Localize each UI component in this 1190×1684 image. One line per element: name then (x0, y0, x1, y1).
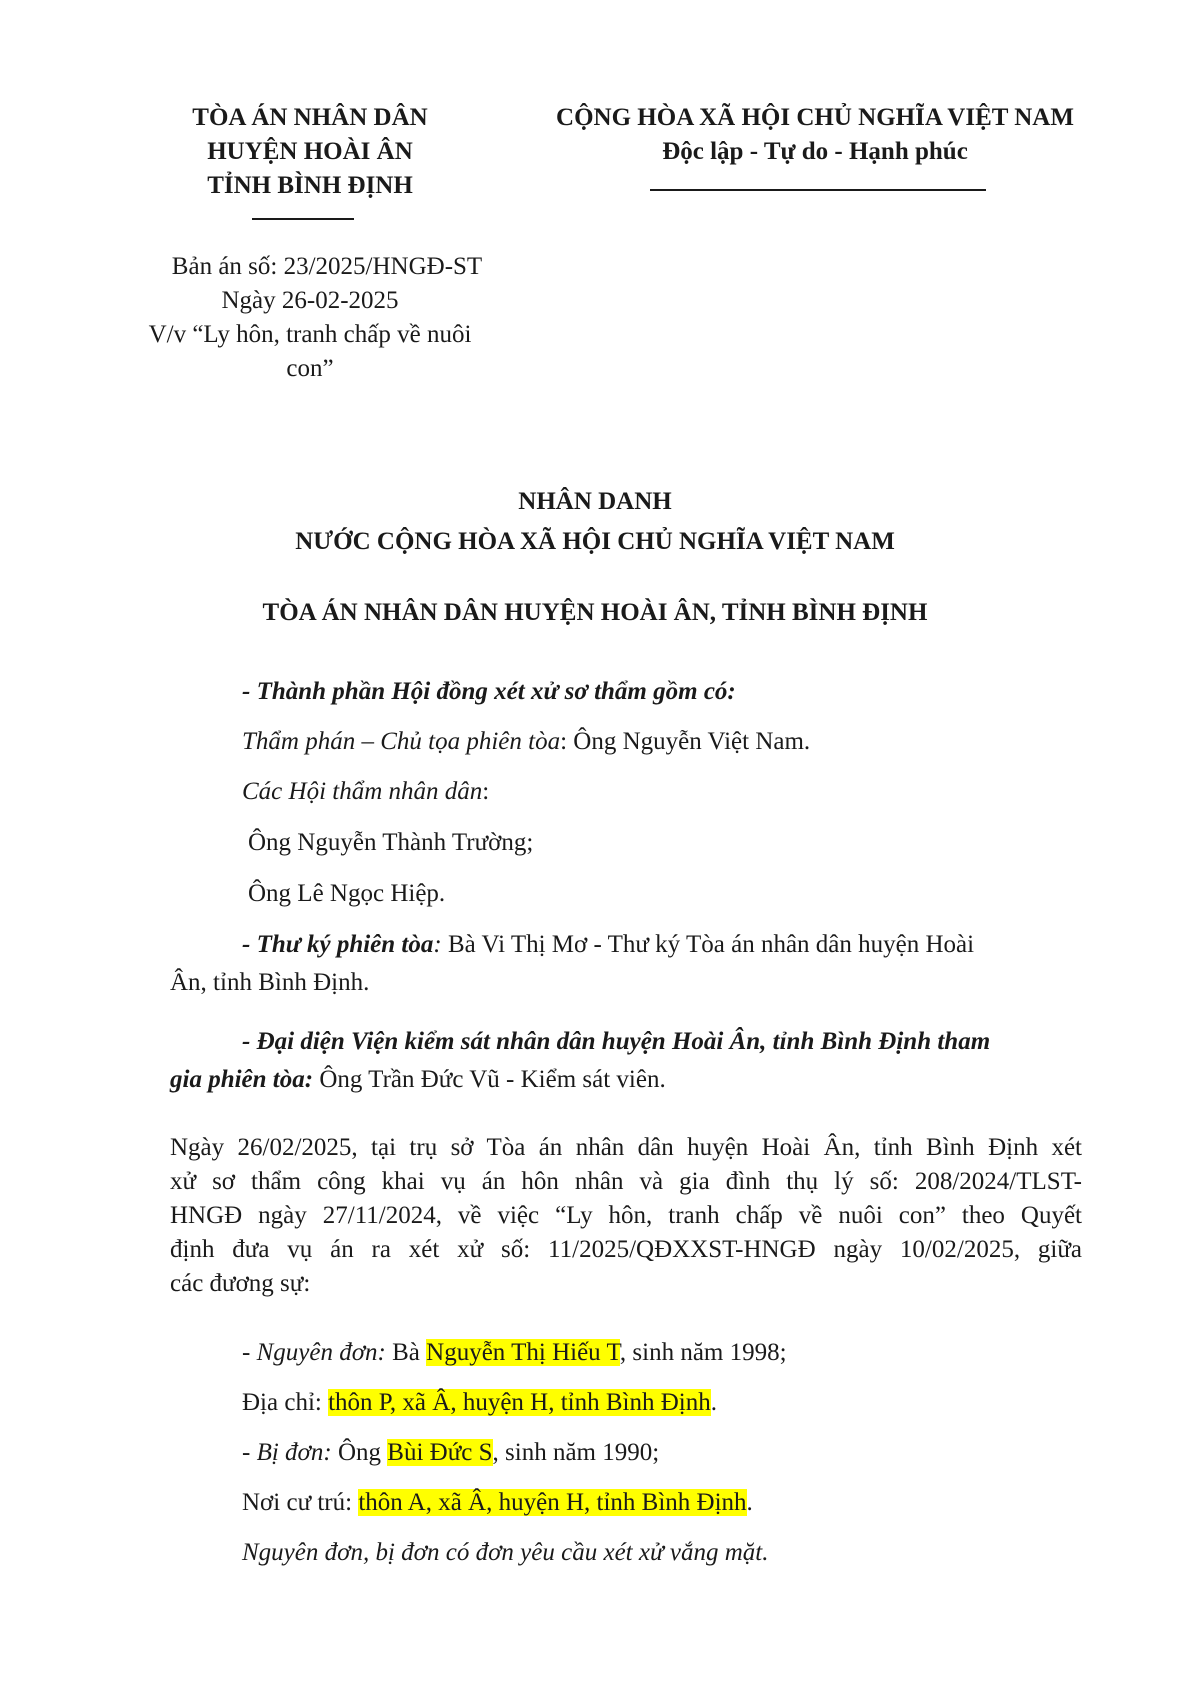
assessors-label: Các Hội thẩm nhân dân (242, 778, 483, 805)
prosecutor-name: Ông Trần Đức Vũ - Kiểm sát viên. (313, 1066, 666, 1093)
plaintiff-label: - Nguyên đơn: (242, 1339, 386, 1366)
nation-header-underline (650, 189, 986, 191)
plaintiff-address-end: . (710, 1389, 717, 1416)
court-header-line1: TÒA ÁN NHÂN DÂN (192, 104, 428, 131)
assessor-1: Ông Nguyễn Thành Trường; (248, 829, 534, 856)
assessor-2: Ông Lê Ngọc Hiệp. (248, 880, 446, 907)
defendant-address-line (242, 1486, 753, 1520)
defendant-line (242, 1436, 659, 1470)
court-header-line2: HUYỆN HOÀI ÂN (207, 138, 413, 165)
in-the-name-of (0, 482, 1190, 562)
nation-header (530, 101, 1100, 169)
defendant-label: - Bị đơn: (242, 1439, 332, 1466)
defendant-name: Bùi Đức S (387, 1439, 493, 1466)
plaintiff-name: Nguyễn Thị Hiếu T (426, 1339, 620, 1366)
defendant-title: Ông (331, 1439, 388, 1466)
case-subject-line2: con” (286, 355, 334, 382)
judge-line (242, 725, 810, 759)
plaintiff-address-label: Địa chỉ: (242, 1389, 329, 1416)
court-header (150, 101, 470, 203)
intro-line1: Ngày 26/02/2025, tại trụ sở Tòa án nhân dân huyện Hoài Ân, tỉnh Bình Định xét (170, 1134, 1082, 1161)
plaintiff-address: thôn P, xã Â, huyện H, tỉnh Bình Định (328, 1389, 711, 1416)
assessors-sep: : (482, 778, 490, 805)
case-reference (130, 250, 490, 386)
intro-line5: các đương sự: (170, 1270, 311, 1297)
plaintiff-address-line (242, 1386, 717, 1420)
title-line2: NƯỚC CỘNG HÒA XÃ HỘI CHỦ NGHĨA VIỆT NAM (295, 528, 895, 555)
nation-header-motto: Độc lập - Tự do - Hạnh phúc (662, 138, 968, 165)
defendant-address-end: . (746, 1489, 753, 1516)
judge-label: Thẩm phán – Chủ tọa phiên tòa (242, 728, 561, 755)
court-header-underline (252, 218, 354, 220)
case-number: Bản án số: 23/2025/HNGĐ-ST (171, 253, 483, 280)
defendant-birth: , sinh năm 1990; (492, 1439, 660, 1466)
clerk-line2: Ân, tỉnh Bình Định. (170, 969, 370, 996)
case-date: Ngày 26-02-2025 (221, 287, 399, 314)
intro-line4: định đưa vụ án ra xét xử số: 11/2025/QĐXXST-HNGĐ ngày 10/02/2025, giữa (170, 1236, 1082, 1263)
clerk-prefix: - (242, 931, 257, 958)
plaintiff-title: Bà (385, 1339, 427, 1366)
clerk-label: Thư ký phiên tòa (256, 931, 434, 958)
assessors-line (242, 775, 489, 809)
clerk-sep: : (433, 931, 448, 958)
prosecutor-label: gia phiên tòa: (170, 1066, 314, 1093)
prosecutor-line2 (170, 1063, 666, 1097)
intro-line3: HNGĐ ngày 27/11/2024, về việc “Ly hôn, tranh chấp về nuôi con” theo Quyết (170, 1202, 1082, 1229)
plaintiff-line (242, 1336, 787, 1370)
absence-note: Nguyên đơn, bị đơn có đơn yêu cầu xét xử vắng mặt. (242, 1539, 769, 1566)
title-line1: NHÂN DANH (518, 488, 672, 515)
defendant-address-label: Nơi cư trú: (242, 1489, 359, 1516)
court-title-text: TÒA ÁN NHÂN DÂN HUYỆN HOÀI ÂN, TỈNH BÌNH ĐỊNH (262, 599, 928, 626)
court-header-line3: TỈNH BÌNH ĐỊNH (207, 172, 413, 199)
nation-header-line1: CỘNG HÒA XÃ HỘI CHỦ NGHĨA VIỆT NAM (556, 104, 1074, 131)
defendant-address: thôn A, xã Â, huyện H, tỉnh Bình Định (358, 1489, 747, 1516)
case-subject-line1: V/v “Ly hôn, tranh chấp về nuôi (148, 321, 472, 348)
intro-paragraph (170, 1131, 1082, 1301)
plaintiff-birth: , sinh năm 1998; (619, 1339, 787, 1366)
court-title (0, 596, 1190, 630)
prosecutor-line1: - Đại diện Viện kiểm sát nhân dân huyện Hoài Ân, tỉnh Bình Định tham (242, 1028, 991, 1055)
judge-sep: : (560, 728, 574, 755)
clerk-line1 (242, 928, 974, 962)
intro-line2: xử sơ thẩm công khai vụ án hôn nhân và gia đình thụ lý số: 208/2024/TLST- (170, 1168, 1082, 1195)
panel-heading: - Thành phần Hội đồng xét xử sơ thẩm gồm có: (242, 678, 736, 705)
judge-name: Ông Nguyễn Việt Nam. (573, 728, 811, 755)
clerk-text-line1: Bà Vi Thị Mơ - Thư ký Tòa án nhân dân huyện Hoài (447, 931, 975, 958)
